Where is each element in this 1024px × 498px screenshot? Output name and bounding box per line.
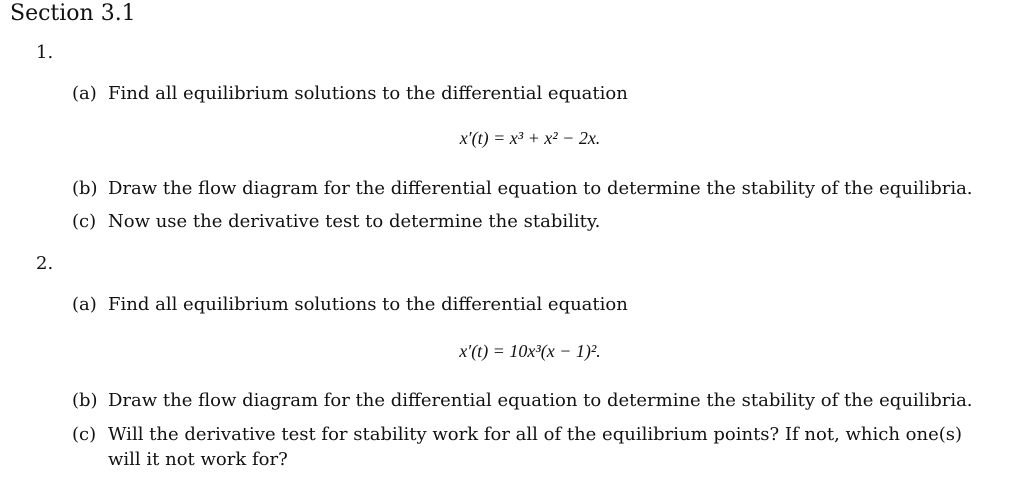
problem-1-part-c-label: (c) <box>72 211 97 232</box>
problem-1-part-a <box>72 83 628 105</box>
problem-1-part-a-label: (a) <box>72 83 97 104</box>
problem-2-part-c-continuation: will it not work for? <box>108 449 288 470</box>
problem-2-equation-text: x′(t) = 10x³(x − 1)². <box>459 341 601 361</box>
problem-1-part-b-text: Draw the flow diagram for the differential equation to determine the stability of the equilibria. <box>108 178 973 199</box>
problem-1-part-c <box>72 211 600 233</box>
problem-2-equation <box>0 340 1024 362</box>
problem-2-part-c-text: Will the derivative test for stability work for all of the equilibrium points? If not, which one(s) <box>108 424 963 445</box>
problem-1-part-b-label: (b) <box>72 178 98 199</box>
problem-1-part-c-text: Now use the derivative test to determine the stability. <box>108 211 601 232</box>
problem-2-number: 2. <box>36 253 54 274</box>
problem-2-part-b-text: Draw the flow diagram for the differential equation to determine the stability of the equilibria. <box>108 390 973 411</box>
problem-2-part-a-label: (a) <box>72 294 97 315</box>
problem-1-part-a-text: Find all equilibrium solutions to the differential equation <box>108 83 628 104</box>
problem-2-part-b-label: (b) <box>72 390 98 411</box>
problem-2-part-a <box>72 294 628 316</box>
problem-2-part-c-label: (c) <box>72 424 97 445</box>
problem-1-equation-text: x′(t) = x³ + x² − 2x. <box>459 128 601 148</box>
problem-2-part-c <box>72 424 962 446</box>
section-title: Section 3.1 <box>10 1 136 26</box>
problem-1-number: 1. <box>36 42 54 63</box>
problem-1-part-b <box>72 178 973 200</box>
problem-2-part-a-text: Find all equilibrium solutions to the differential equation <box>108 294 628 315</box>
problem-1-equation <box>0 127 1024 149</box>
problem-2-part-b <box>72 390 973 412</box>
